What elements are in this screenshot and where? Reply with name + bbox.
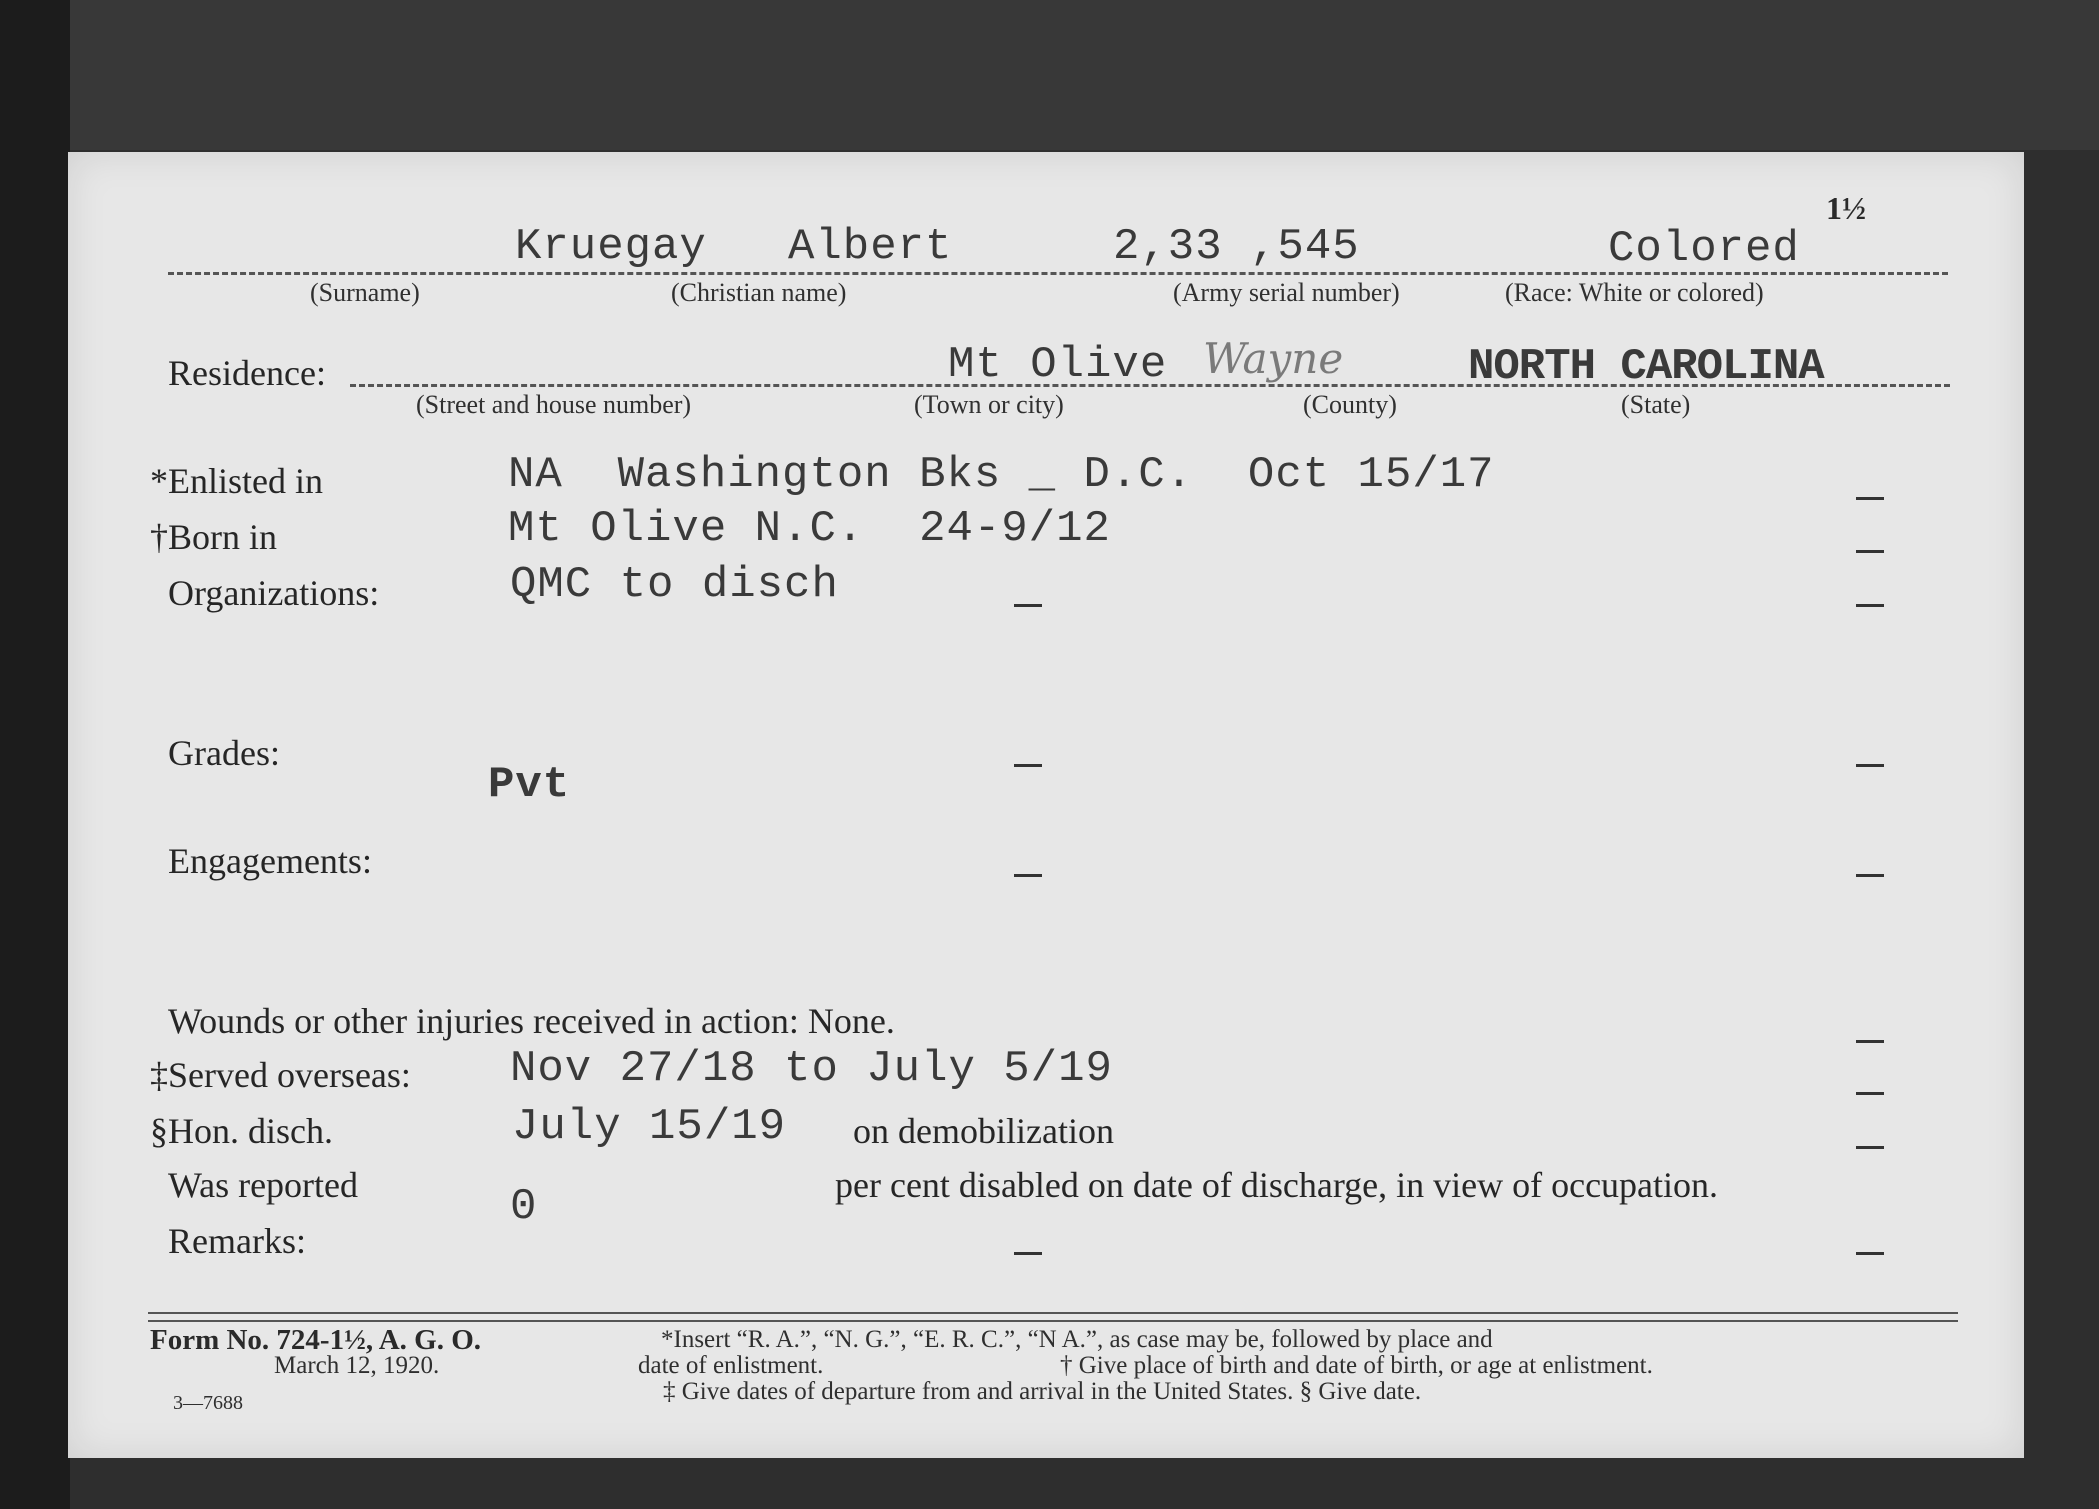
- surname-caption: (Surname): [310, 278, 420, 307]
- street-caption: (Street and house number): [416, 390, 692, 419]
- residence-label: Residence:: [168, 353, 326, 393]
- remarks-mid-tick: [1014, 1252, 1042, 1255]
- town-caption: (Town or city): [914, 390, 1064, 419]
- grades-label: Grades:: [168, 733, 280, 773]
- reported-suffix: per cent disabled on date of discharge, in view of occupation.: [835, 1165, 1719, 1205]
- print-code: 3—7688: [173, 1392, 243, 1414]
- engagements-label: Engagements:: [168, 841, 372, 881]
- footnote-birth: † Give place of birth and date of birth, or age at enlistment.: [1060, 1352, 1653, 1379]
- footer-rule-bottom: [148, 1320, 1958, 1322]
- serial-number-value: 2,33 ,545: [1113, 222, 1360, 272]
- born-value: Mt Olive N.C. 24-9/12: [508, 504, 1111, 554]
- grades-tick: [1856, 764, 1884, 767]
- name-line: [168, 272, 1948, 275]
- remarks-tick: [1856, 1252, 1884, 1255]
- enlisted-value: NA Washington Bks _ D.C. Oct 15/17: [508, 450, 1495, 500]
- form-number: Form No. 724-1½, A. G. O.: [150, 1324, 482, 1356]
- race-value: Colored: [1608, 224, 1800, 274]
- footnote-insert: *Insert “R. A.”, “N. G.”, “E. R. C.”, “N A.”, as case may be, followed by place and: [661, 1326, 1493, 1353]
- hon-disch-value: July 15/19: [512, 1102, 787, 1152]
- scan-background-left: [0, 0, 70, 1509]
- residence-county-value: Wayne: [1203, 334, 1344, 383]
- reported-value: 0: [510, 1182, 538, 1232]
- footer-rule-top: [148, 1312, 1958, 1314]
- surname-value: Kruegay: [515, 222, 707, 272]
- residence-state-value: NORTH CAROLINA: [1468, 342, 1824, 392]
- race-caption: (Race: White or colored): [1505, 278, 1764, 307]
- remarks-label: Remarks:: [168, 1221, 306, 1261]
- residence-town-value: Mt Olive: [948, 340, 1168, 390]
- organizations-tick: [1856, 604, 1884, 607]
- county-caption: (County): [1303, 390, 1397, 419]
- christian-name-caption: (Christian name): [671, 278, 847, 307]
- organizations-value: QMC to disch: [510, 560, 839, 610]
- wounds-label: Wounds or other injuries received in action: None.: [168, 1001, 895, 1041]
- wounds-tick: [1856, 1040, 1884, 1043]
- corner-mark: 1½: [1826, 190, 1866, 226]
- footnote-overseas: ‡ Give dates of departure from and arrival in the United States. § Give date.: [663, 1378, 1422, 1405]
- grades-mid-tick: [1014, 764, 1042, 767]
- reported-label: Was reported: [168, 1165, 359, 1205]
- record-card: [68, 152, 2024, 1458]
- served-overseas-label: ‡Served overseas:: [150, 1055, 411, 1095]
- served-overseas-tick: [1856, 1092, 1884, 1095]
- organizations-label: Organizations:: [168, 573, 380, 613]
- residence-line: [350, 384, 1950, 387]
- grades-value: Pvt: [488, 760, 571, 810]
- form-date: March 12, 1920.: [274, 1352, 440, 1379]
- christian-name-value: Albert: [788, 222, 953, 272]
- hon-disch-label: §Hon. disch.: [150, 1111, 333, 1151]
- born-label: †Born in: [150, 517, 278, 557]
- enlisted-label: *Enlisted in: [150, 461, 323, 501]
- hon-disch-suffix: on demobilization: [853, 1111, 1114, 1151]
- scan-background-top: [0, 0, 2099, 150]
- hon-disch-tick: [1856, 1146, 1884, 1149]
- serial-number-caption: (Army serial number): [1173, 278, 1400, 307]
- state-caption: (State): [1621, 390, 1691, 419]
- engagements-mid-tick: [1014, 874, 1042, 877]
- engagements-tick: [1856, 874, 1884, 877]
- born-tick: [1856, 550, 1884, 553]
- served-overseas-value: Nov 27/18 to July 5/19: [510, 1044, 1113, 1094]
- enlisted-tick: [1856, 497, 1884, 500]
- organizations-mid-tick: [1014, 604, 1042, 607]
- footnote-insert-continued: date of enlistment.: [638, 1352, 824, 1379]
